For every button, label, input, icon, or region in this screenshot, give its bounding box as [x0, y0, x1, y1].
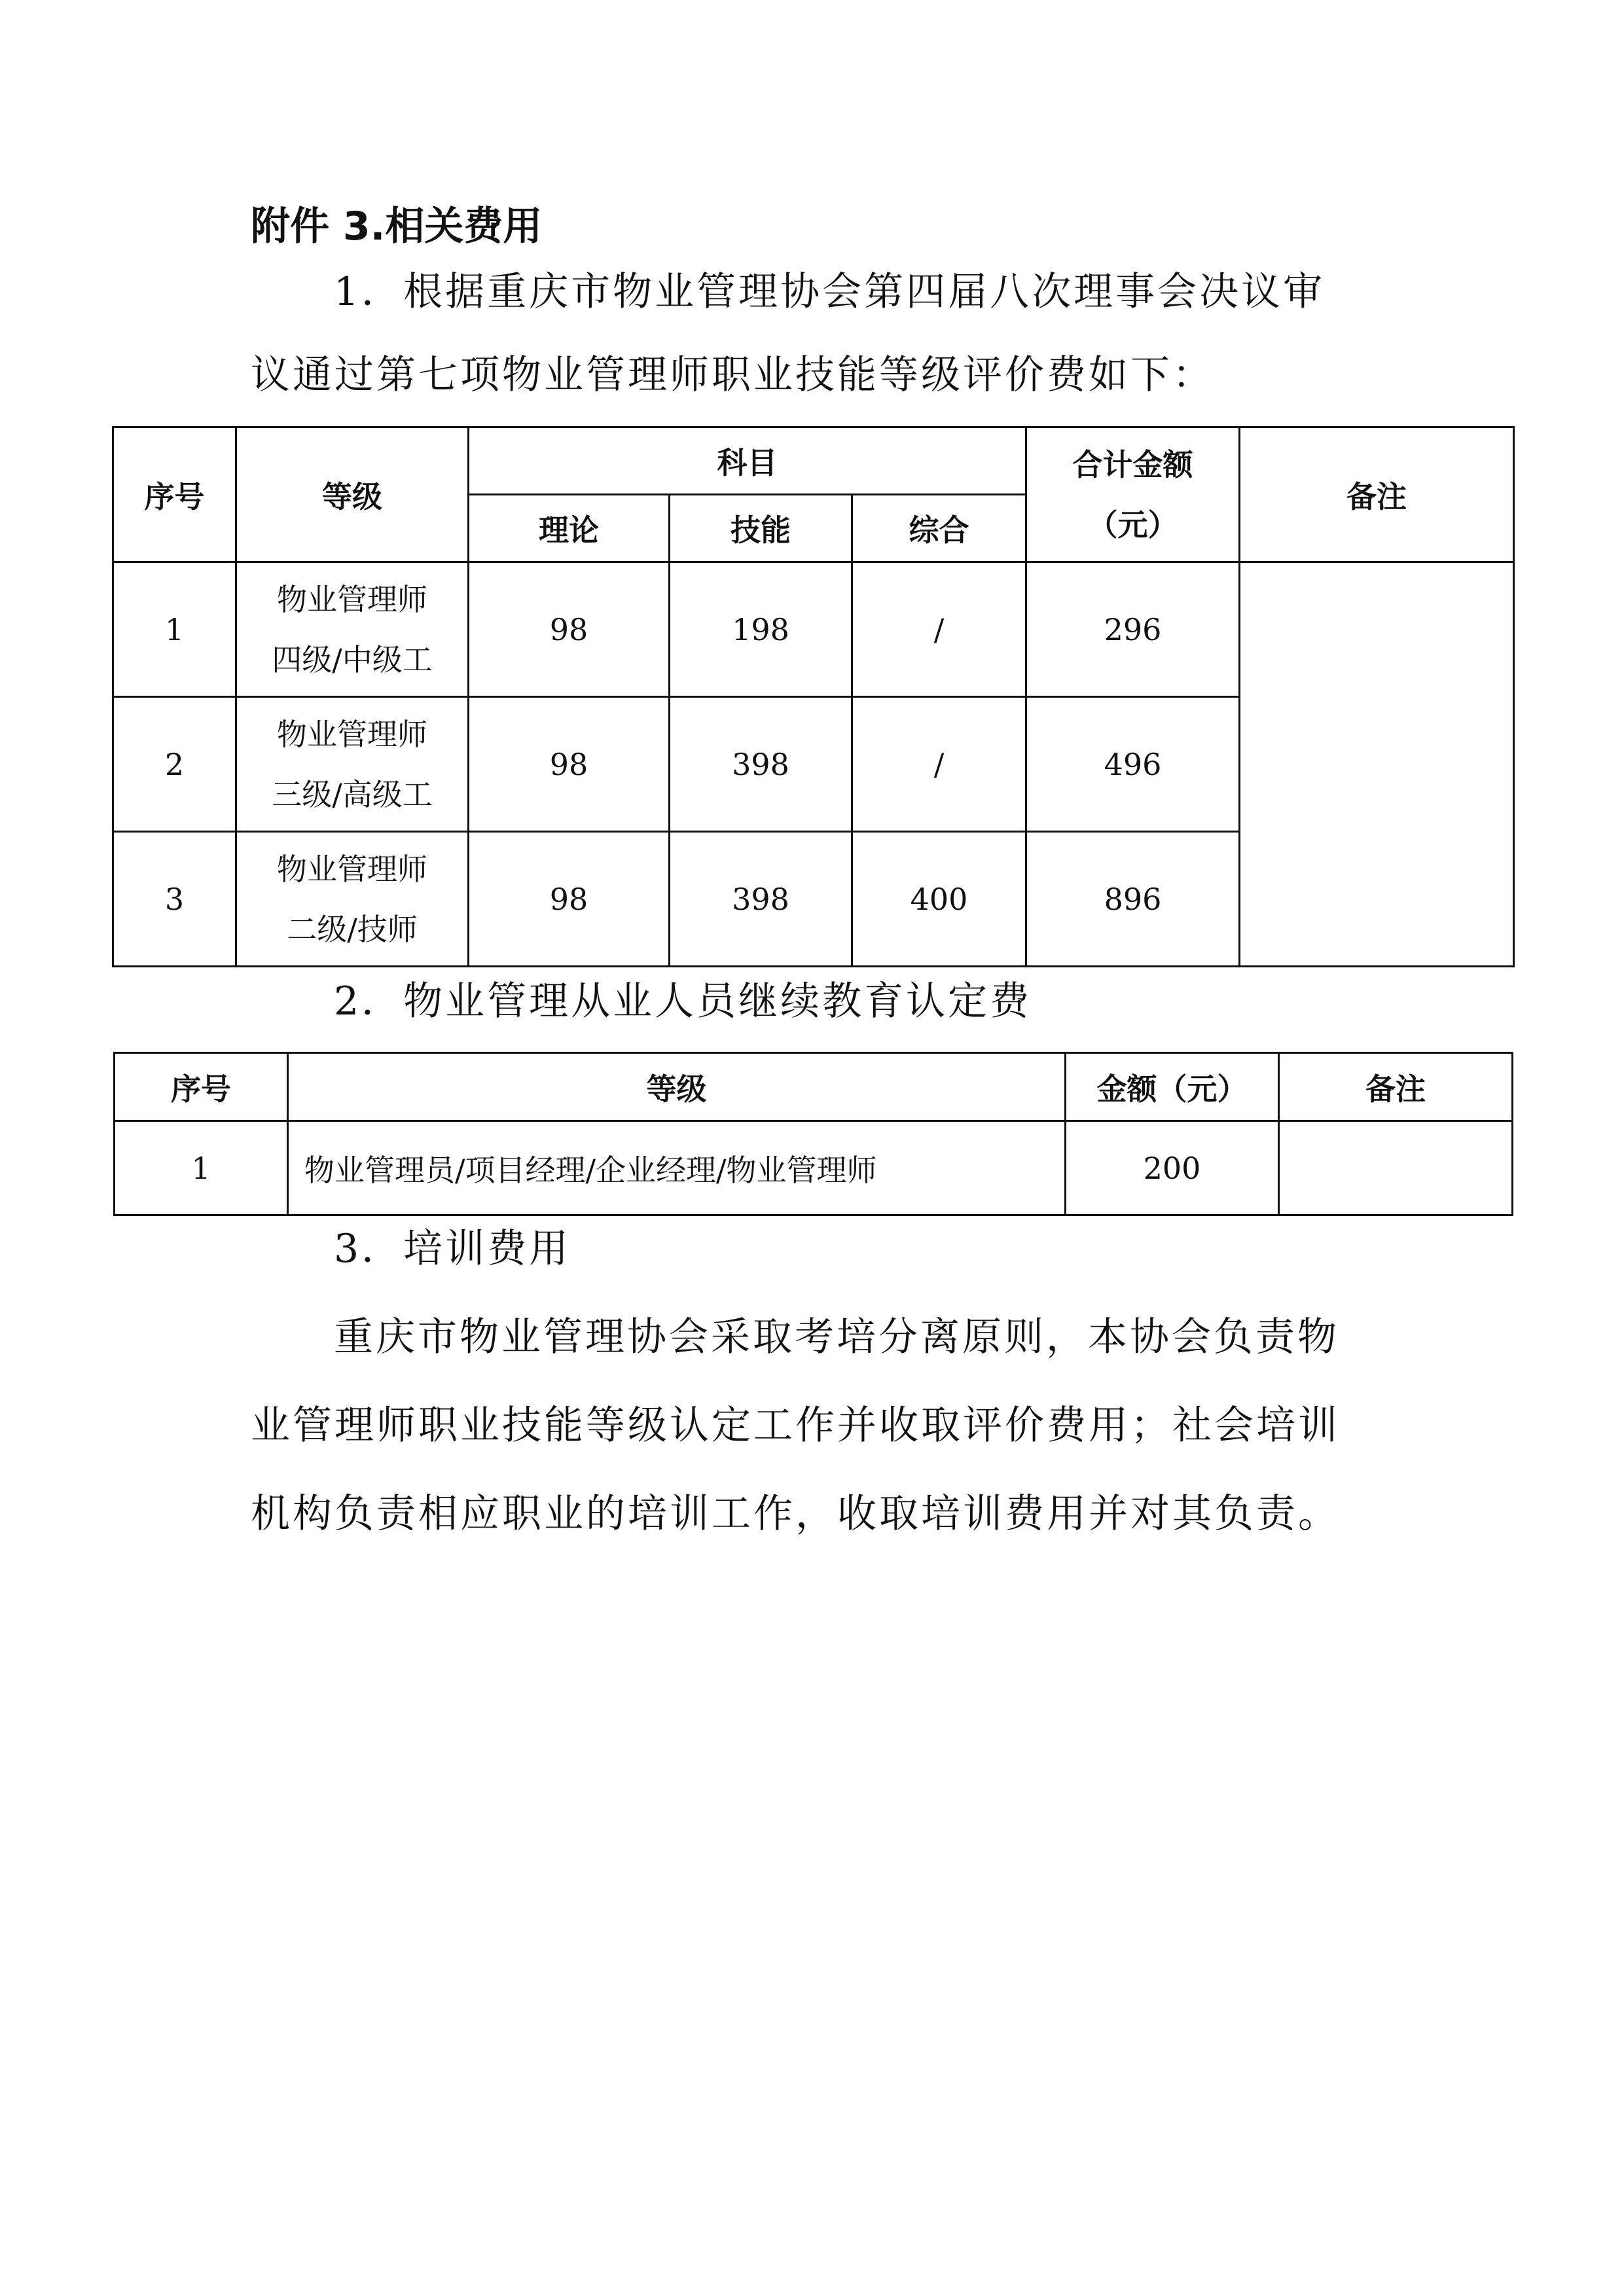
header-amount: 金额（元）	[1066, 1053, 1279, 1121]
cell-no: 1	[115, 1121, 288, 1215]
cell-level-line2: 二级/技师	[287, 911, 418, 947]
cell-comprehensive: 400	[852, 832, 1026, 967]
header-no: 序号	[115, 1053, 288, 1121]
section3-title: 3．培训费用	[334, 1226, 571, 1272]
cell-level-line2: 四级/中级工	[272, 641, 433, 677]
cell-level	[236, 562, 469, 697]
header-remark: 备注	[1279, 1053, 1513, 1121]
evaluation-fee-table	[112, 426, 1515, 967]
section3-line3: 机构负责相应职业的培训工作，收取培训费用并对其负责。	[251, 1491, 1340, 1537]
continuing-education-fee-table	[113, 1052, 1513, 1216]
cell-total: 896	[1026, 832, 1240, 967]
cell-total: 496	[1026, 697, 1240, 832]
cell-level	[236, 832, 469, 967]
header-remark: 备注	[1240, 427, 1514, 562]
section1-line2: 议通过第七项物业管理师职业技能等级评价费如下：	[251, 352, 1214, 398]
header-total-line2: （元）	[1087, 507, 1178, 543]
cell-theory: 98	[469, 697, 670, 832]
cell-no: 1	[113, 562, 236, 697]
cell-level-line2: 三级/高级工	[272, 776, 433, 812]
header-theory: 理论	[469, 495, 670, 562]
cell-no: 3	[113, 832, 236, 967]
cell-comprehensive: /	[852, 697, 1026, 832]
header-level: 等级	[236, 427, 469, 562]
header-level: 等级	[288, 1053, 1066, 1121]
section3-line2: 业管理师职业技能等级认定工作并收取评价费用；社会培训	[251, 1403, 1340, 1448]
cell-no: 2	[113, 697, 236, 832]
cell-theory: 98	[469, 562, 670, 697]
section1-line1: 1．根据重庆市物业管理协会第四届八次理事会决议审	[334, 269, 1326, 315]
header-skill: 技能	[670, 495, 852, 562]
cell-theory: 98	[469, 832, 670, 967]
cell-comprehensive: /	[852, 562, 1026, 697]
header-total	[1026, 427, 1240, 562]
cell-level-line1: 物业管理师	[277, 716, 427, 752]
cell-amount: 200	[1066, 1121, 1279, 1215]
cell-skill: 198	[670, 562, 852, 697]
cell-remark	[1240, 562, 1514, 967]
header-comprehensive: 综合	[852, 495, 1026, 562]
cell-total: 296	[1026, 562, 1240, 697]
cell-level: 物业管理员/项目经理/企业经理/物业管理师	[288, 1121, 1066, 1215]
cell-skill: 398	[670, 832, 852, 967]
cell-level	[236, 697, 469, 832]
page-heading: 附件 3.相关费用	[251, 204, 543, 249]
header-subjects: 科目	[469, 427, 1026, 495]
header-no: 序号	[113, 427, 236, 562]
cell-remark	[1279, 1121, 1513, 1215]
cell-level-line1: 物业管理师	[277, 581, 427, 617]
section2-title: 2．物业管理从业人员继续教育认定费	[334, 978, 1032, 1024]
header-total-line1: 合计金额	[1072, 446, 1193, 482]
section3-line1: 重庆市物业管理协会采取考培分离原则，本协会负责物	[334, 1314, 1339, 1360]
table-row	[113, 562, 1514, 697]
cell-skill: 398	[670, 697, 852, 832]
cell-level-line1: 物业管理师	[277, 851, 427, 887]
table-row	[115, 1121, 1513, 1215]
